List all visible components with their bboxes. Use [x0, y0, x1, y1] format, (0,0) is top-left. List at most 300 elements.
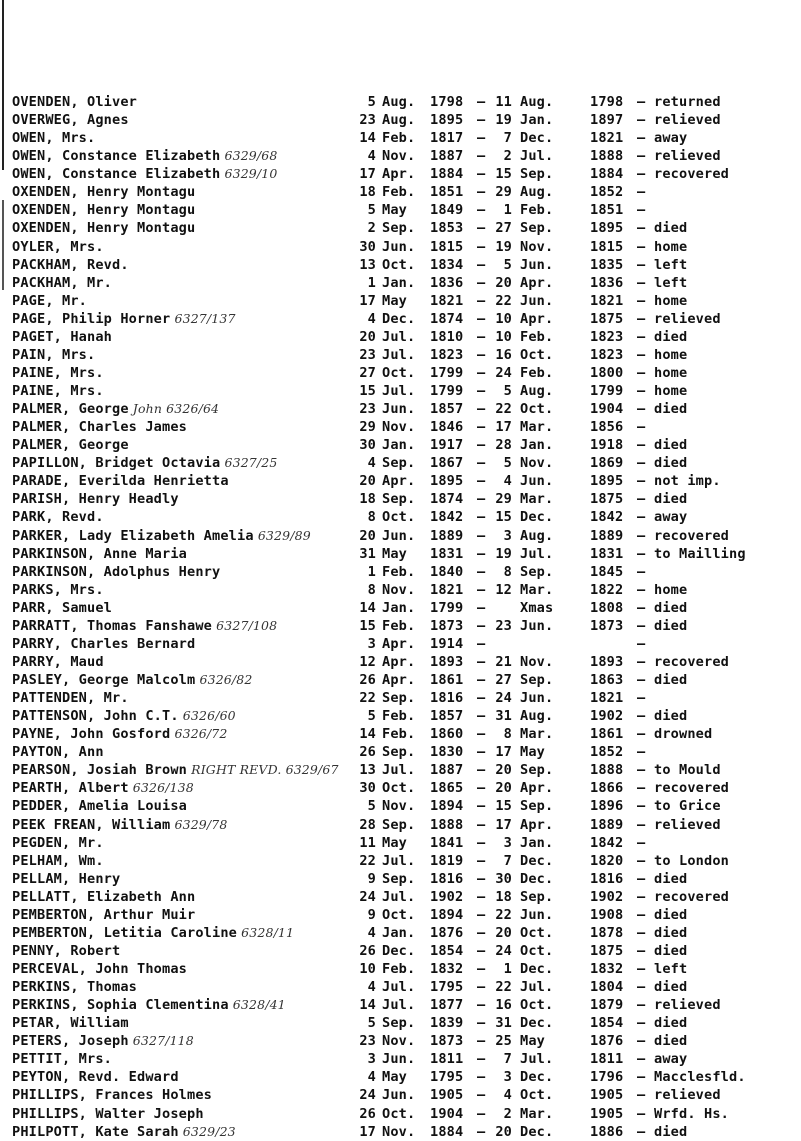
discharge-year: 1918	[590, 437, 624, 454]
date-separator: –	[477, 274, 486, 291]
admission-year: 1831	[430, 545, 464, 562]
discharge-status: died	[654, 617, 688, 634]
status-separator: –	[637, 762, 646, 779]
discharge-month: Jun.	[520, 690, 554, 707]
admission-month: Nov.	[382, 148, 416, 165]
discharge-status: home	[654, 346, 688, 363]
entry-name: PEGDEN, Mr.	[12, 834, 104, 851]
entry-name: PAYTON, Ann	[12, 744, 104, 761]
admission-month: Jun.	[382, 401, 416, 418]
date-separator: –	[477, 94, 486, 110]
discharge-status: died	[654, 1033, 688, 1050]
admission-month: Apr.	[382, 653, 416, 670]
entry-name: PACKHAM, Revd.	[12, 256, 129, 273]
admission-day: 4	[367, 310, 376, 327]
status-separator: –	[637, 346, 646, 363]
admission-month: May	[382, 545, 408, 562]
status-separator: –	[637, 942, 646, 959]
entry-name: PAGE, Mr.	[12, 292, 88, 309]
date-separator: –	[477, 256, 486, 273]
discharge-status: home	[654, 383, 688, 399]
discharge-month: Mar.	[520, 581, 554, 598]
discharge-month: Apr.	[520, 780, 554, 797]
binding-edge-mark	[2, 0, 4, 170]
admission-month: Feb.	[382, 726, 416, 743]
discharge-month: Jan.	[520, 437, 554, 454]
discharge-status: relieved	[654, 997, 721, 1014]
admission-day: 15	[359, 383, 376, 399]
date-separator: –	[477, 346, 486, 363]
admission-year: 1860	[430, 726, 464, 743]
discharge-day: 1	[503, 961, 512, 977]
discharge-day: 8	[503, 563, 512, 580]
admission-month: Apr.	[382, 672, 416, 688]
admission-year: 1821	[430, 581, 464, 598]
admission-year: 1816	[430, 690, 464, 707]
status-separator: –	[637, 979, 646, 996]
discharge-day: 7	[503, 130, 512, 147]
discharge-day: 29	[495, 491, 512, 508]
discharge-status: away	[654, 130, 688, 147]
discharge-day: 24	[495, 942, 512, 959]
status-separator: –	[637, 202, 646, 219]
admission-day: 10	[359, 961, 376, 977]
admission-month: Nov.	[382, 1033, 416, 1050]
discharge-month: Aug.	[520, 94, 554, 110]
entry-name: PATTENDEN, Mr.	[12, 690, 129, 707]
discharge-year: 1895	[590, 473, 624, 490]
admission-year: 1877	[430, 997, 464, 1014]
entry-name: PARKER, Lady Elizabeth Amelia	[12, 527, 254, 544]
date-separator: –	[477, 401, 486, 418]
date-separator: –	[477, 852, 486, 869]
handwritten-note: 6329/68	[220, 148, 278, 164]
entry-name-cell	[12, 834, 104, 852]
admission-month: Jun.	[382, 527, 416, 544]
entry-name-cell	[12, 527, 311, 545]
admission-day: 23	[359, 346, 376, 363]
admission-year: 1902	[430, 888, 464, 905]
entry-name: PALMER, George	[12, 437, 129, 454]
discharge-status: to Grice	[654, 798, 721, 815]
discharge-status: died	[654, 437, 688, 454]
admission-year: 1854	[430, 942, 464, 959]
entry-name: PARKINSON, Adolphus Henry	[12, 563, 221, 580]
discharge-day: 17	[495, 744, 512, 761]
entry-name-cell	[12, 165, 277, 183]
discharge-status: relieved	[654, 148, 721, 165]
date-separator: –	[477, 112, 486, 129]
discharge-day: 20	[495, 274, 512, 291]
admission-month: Sep.	[382, 744, 416, 761]
entry-name: PENNY, Robert	[12, 942, 121, 959]
admission-month: Jul.	[382, 852, 416, 869]
entry-name: PELLAM, Henry	[12, 870, 121, 887]
entry-name: PHILLIPS, Walter Joseph	[12, 1105, 204, 1122]
admission-year: 1830	[430, 744, 464, 761]
admission-year: 1904	[430, 1105, 464, 1122]
admission-year: 1853	[430, 220, 464, 237]
discharge-status: to London	[654, 852, 730, 869]
discharge-day: 16	[495, 997, 512, 1014]
admission-month: Jun.	[382, 238, 416, 255]
admission-year: 1905	[430, 1087, 464, 1104]
discharge-month: Sep.	[520, 888, 554, 905]
admission-day: 31	[359, 545, 376, 562]
discharge-year: 1808	[590, 599, 624, 616]
discharge-year: 1796	[590, 1069, 624, 1086]
handwritten-note: John 6326/64	[128, 401, 220, 417]
status-separator: –	[637, 491, 646, 508]
date-separator: –	[477, 328, 486, 345]
entry-name-cell	[12, 653, 104, 671]
status-separator: –	[637, 437, 646, 454]
status-separator: –	[637, 238, 646, 255]
discharge-status: home	[654, 238, 688, 255]
entry-name: PELHAM, Wm.	[12, 852, 104, 869]
admission-month: Jul.	[382, 762, 416, 779]
date-separator: –	[477, 238, 486, 255]
admission-day: 4	[367, 1069, 376, 1086]
discharge-month: Apr.	[520, 274, 554, 291]
discharge-year: 1804	[590, 979, 624, 996]
discharge-day: 21	[495, 653, 512, 670]
entry-name: PAGE, Philip Horner	[12, 310, 171, 327]
discharge-month: Jun.	[520, 292, 554, 309]
status-separator: –	[637, 961, 646, 977]
status-separator: –	[637, 184, 646, 201]
discharge-status: recovered	[654, 780, 730, 797]
discharge-month: Dec.	[520, 852, 554, 869]
entry-name: OVENDEN, Oliver	[12, 94, 138, 110]
status-separator: –	[637, 672, 646, 688]
admission-month: Jan.	[382, 274, 416, 291]
admission-year: 1810	[430, 328, 464, 345]
admission-year: 1819	[430, 852, 464, 869]
discharge-month: Sep.	[520, 220, 554, 237]
discharge-month: Dec.	[520, 870, 554, 887]
status-separator: –	[637, 726, 646, 743]
date-separator: –	[477, 1033, 486, 1050]
discharge-day: 25	[495, 1033, 512, 1050]
discharge-year: 1851	[590, 202, 624, 219]
admission-day: 22	[359, 852, 376, 869]
discharge-month: Jul.	[520, 545, 554, 562]
discharge-day: 3	[503, 1069, 512, 1086]
entry-name: OXENDEN, Henry Montagu	[12, 220, 196, 237]
discharge-status: to Mailling	[654, 545, 746, 562]
entry-name-cell	[12, 1123, 236, 1141]
status-separator: –	[637, 473, 646, 490]
status-separator: –	[637, 888, 646, 905]
discharge-month: Sep.	[520, 762, 554, 779]
entry-name: PEARTH, Albert	[12, 780, 129, 797]
discharge-day: 20	[495, 924, 512, 941]
entry-name-cell	[12, 599, 112, 617]
admission-year: 1873	[430, 1033, 464, 1050]
admission-year: 1857	[430, 401, 464, 418]
admission-year: 1887	[430, 148, 464, 165]
discharge-year: 1842	[590, 834, 624, 851]
entry-name-cell	[12, 545, 187, 563]
discharge-status: left	[654, 961, 688, 977]
entry-name-cell	[12, 454, 277, 472]
entry-name: PARISH, Henry Headly	[12, 491, 179, 508]
entry-name: PALMER, Charles James	[12, 419, 188, 436]
discharge-status: died	[654, 924, 688, 941]
discharge-year: 1845	[590, 563, 624, 580]
admission-month: Nov.	[382, 798, 416, 815]
admission-day: 5	[367, 708, 376, 725]
status-separator: –	[637, 708, 646, 725]
discharge-day: 12	[495, 581, 512, 598]
discharge-year: 1842	[590, 509, 624, 526]
discharge-month: Sep.	[520, 166, 554, 183]
discharge-year: 1897	[590, 112, 624, 129]
admission-year: 1876	[430, 924, 464, 941]
discharge-month: Nov.	[520, 455, 554, 472]
admission-year: 1798	[430, 94, 464, 110]
entry-name-cell	[12, 671, 252, 689]
admission-month: Jul.	[382, 328, 416, 345]
discharge-month: Dec.	[520, 1015, 554, 1032]
discharge-year: 1836	[590, 274, 624, 291]
status-separator: –	[637, 328, 646, 345]
entry-name: PAINE, Mrs.	[12, 364, 104, 381]
admission-year: 1884	[430, 1123, 464, 1140]
entry-name: OXENDEN, Henry Montagu	[12, 184, 196, 201]
discharge-status: recovered	[654, 166, 730, 183]
handwritten-note: 6329/89	[253, 527, 311, 543]
date-separator: –	[477, 527, 486, 544]
discharge-year: 1811	[590, 1051, 624, 1068]
entry-name: PARK, Revd.	[12, 509, 104, 526]
admission-day: 23	[359, 401, 376, 418]
entry-name-cell	[12, 364, 104, 382]
date-separator: –	[477, 364, 486, 381]
date-separator: –	[477, 220, 486, 237]
discharge-status: died	[654, 942, 688, 959]
admission-day: 14	[359, 599, 376, 616]
discharge-month: Aug.	[520, 708, 554, 725]
status-separator: –	[637, 744, 646, 761]
entry-name: OVERWEG, Agnes	[12, 112, 129, 129]
entry-name: PHILLIPS, Frances Holmes	[12, 1087, 213, 1104]
admission-day: 17	[359, 166, 376, 183]
date-separator: –	[477, 780, 486, 797]
admission-year: 1914	[430, 635, 464, 652]
discharge-month: Apr.	[520, 816, 554, 833]
entry-name: PARRATT, Thomas Fanshawe	[12, 617, 213, 634]
admission-month: Jul.	[382, 979, 416, 996]
binding-edge-mark-lower	[2, 200, 4, 290]
date-separator: –	[477, 599, 486, 616]
entry-name-cell	[12, 743, 104, 761]
entry-name: PARKINSON, Anne Maria	[12, 545, 188, 562]
date-separator: –	[477, 653, 486, 670]
handwritten-note: 6326/82	[195, 672, 253, 687]
status-separator: –	[637, 852, 646, 869]
entry-name: PARADE, Everilda Henrietta	[12, 473, 229, 490]
admission-month: Feb.	[382, 961, 416, 977]
discharge-status: died	[654, 906, 688, 923]
entry-name-cell	[12, 978, 137, 996]
discharge-month: Oct.	[520, 997, 554, 1014]
admission-year: 1873	[430, 617, 464, 634]
entry-name-cell	[12, 382, 104, 400]
admission-year: 1874	[430, 310, 464, 327]
discharge-year: 1869	[590, 455, 624, 472]
date-separator: –	[477, 834, 486, 851]
entry-name-cell	[12, 256, 129, 274]
discharge-year: 1852	[590, 744, 624, 761]
entry-name: PARRY, Charles Bernard	[12, 635, 196, 652]
handwritten-note: 6329/10	[220, 166, 278, 182]
entry-name: PAIN, Mrs.	[12, 346, 96, 363]
discharge-month: Jun.	[520, 473, 554, 490]
discharge-year: 1815	[590, 238, 624, 255]
entry-name-cell	[12, 346, 95, 364]
discharge-year: 1866	[590, 780, 624, 797]
discharge-day: 27	[495, 220, 512, 237]
date-separator: –	[477, 979, 486, 996]
admission-month: Jul.	[382, 997, 416, 1014]
entry-name-cell	[12, 1086, 212, 1104]
entry-name: PACKHAM, Mr.	[12, 274, 113, 291]
entry-name: PEDDER, Amelia Louisa	[12, 798, 188, 815]
discharge-month: May	[520, 744, 546, 761]
discharge-day: 20	[495, 1123, 512, 1140]
discharge-day: 8	[503, 726, 512, 743]
discharge-status: died	[654, 1123, 688, 1140]
admission-month: Feb.	[382, 563, 416, 580]
admission-day: 4	[367, 455, 376, 472]
admission-month: Dec.	[382, 310, 416, 327]
entry-name-cell	[12, 1014, 129, 1032]
admission-day: 23	[359, 1033, 376, 1050]
discharge-year: 1852	[590, 184, 624, 201]
admission-day: 29	[359, 419, 376, 436]
discharge-day: 19	[495, 238, 512, 255]
admission-day: 28	[359, 816, 376, 833]
discharge-status: died	[654, 401, 688, 418]
admission-year: 1846	[430, 419, 464, 436]
discharge-day: 11	[495, 94, 512, 110]
admission-month: Apr.	[382, 166, 416, 183]
admission-month: Oct.	[382, 780, 416, 797]
status-separator: –	[637, 997, 646, 1014]
status-separator: –	[637, 545, 646, 562]
admission-month: Feb.	[382, 617, 416, 634]
discharge-month: Oct.	[520, 346, 554, 363]
date-separator: –	[477, 762, 486, 779]
discharge-status: home	[654, 581, 688, 598]
discharge-month: Jul.	[520, 979, 554, 996]
entry-name-cell	[12, 707, 236, 725]
discharge-day: 22	[495, 979, 512, 996]
date-separator: –	[477, 1051, 486, 1068]
entry-name: OXENDEN, Henry Montagu	[12, 202, 196, 219]
discharge-year: 1800	[590, 364, 624, 381]
discharge-year: 1878	[590, 924, 624, 941]
date-separator: –	[477, 1069, 486, 1086]
discharge-day: 31	[495, 708, 512, 725]
discharge-status: relieved	[654, 112, 721, 129]
admission-day: 20	[359, 473, 376, 490]
date-separator: –	[477, 1015, 486, 1032]
entry-name-cell	[12, 761, 339, 779]
admission-day: 1	[367, 563, 376, 580]
admission-day: 3	[367, 635, 376, 652]
date-separator: –	[477, 672, 486, 688]
admission-year: 1895	[430, 112, 464, 129]
admission-month: Jan.	[382, 924, 416, 941]
discharge-day: 20	[495, 762, 512, 779]
discharge-status: left	[654, 256, 688, 273]
admission-day: 3	[367, 1051, 376, 1068]
discharge-status: left	[654, 274, 688, 291]
discharge-day: 18	[495, 888, 512, 905]
discharge-month: Aug.	[520, 527, 554, 544]
admission-day: 8	[367, 509, 376, 526]
discharge-day: 7	[503, 1051, 512, 1068]
entry-name-cell	[12, 1068, 179, 1086]
discharge-status: away	[654, 509, 688, 526]
entry-name-cell	[12, 436, 129, 454]
admission-year: 1815	[430, 238, 464, 255]
discharge-year: 1875	[590, 310, 624, 327]
admission-day: 11	[359, 834, 376, 851]
entry-name-cell	[12, 635, 195, 653]
handwritten-note: RIGHT REVD. 6329/67	[187, 762, 339, 778]
entry-name-cell	[12, 563, 220, 581]
admission-month: Dec.	[382, 942, 416, 959]
admission-year: 1839	[430, 1015, 464, 1032]
admission-month: May	[382, 834, 408, 851]
admission-month: Sep.	[382, 870, 416, 887]
date-separator: –	[477, 617, 486, 634]
discharge-status: died	[654, 672, 688, 688]
status-separator: –	[637, 1123, 646, 1140]
entry-name: PEMBERTON, Letitia Caroline	[12, 924, 238, 941]
discharge-status: recovered	[654, 527, 730, 544]
entry-name: OWEN, Constance Elizabeth	[12, 166, 221, 183]
date-separator: –	[477, 961, 486, 977]
date-separator: –	[477, 509, 486, 526]
discharge-status: home	[654, 292, 688, 309]
admission-month: Jan.	[382, 437, 416, 454]
entry-name: PERKINS, Sophia Clementina	[12, 997, 229, 1014]
entry-name: PETERS, Joseph	[12, 1033, 129, 1050]
admission-year: 1816	[430, 870, 464, 887]
admission-month: Jul.	[382, 346, 416, 363]
admission-day: 30	[359, 437, 376, 454]
date-separator: –	[477, 635, 486, 652]
date-separator: –	[477, 726, 486, 743]
entry-name: PHILPOTT, Kate Sarah	[12, 1123, 179, 1140]
discharge-day: 3	[503, 834, 512, 851]
discharge-day: 24	[495, 690, 512, 707]
admission-year: 1861	[430, 672, 464, 688]
discharge-status: died	[654, 708, 688, 725]
admission-day: 20	[359, 527, 376, 544]
entry-name: PAPILLON, Bridget Octavia	[12, 455, 221, 472]
admission-month: Jul.	[382, 383, 416, 399]
entry-name-cell	[12, 942, 120, 960]
discharge-day: 4	[503, 473, 512, 490]
admission-month: Oct.	[382, 906, 416, 923]
entry-name: PASLEY, George Malcolm	[12, 672, 196, 688]
